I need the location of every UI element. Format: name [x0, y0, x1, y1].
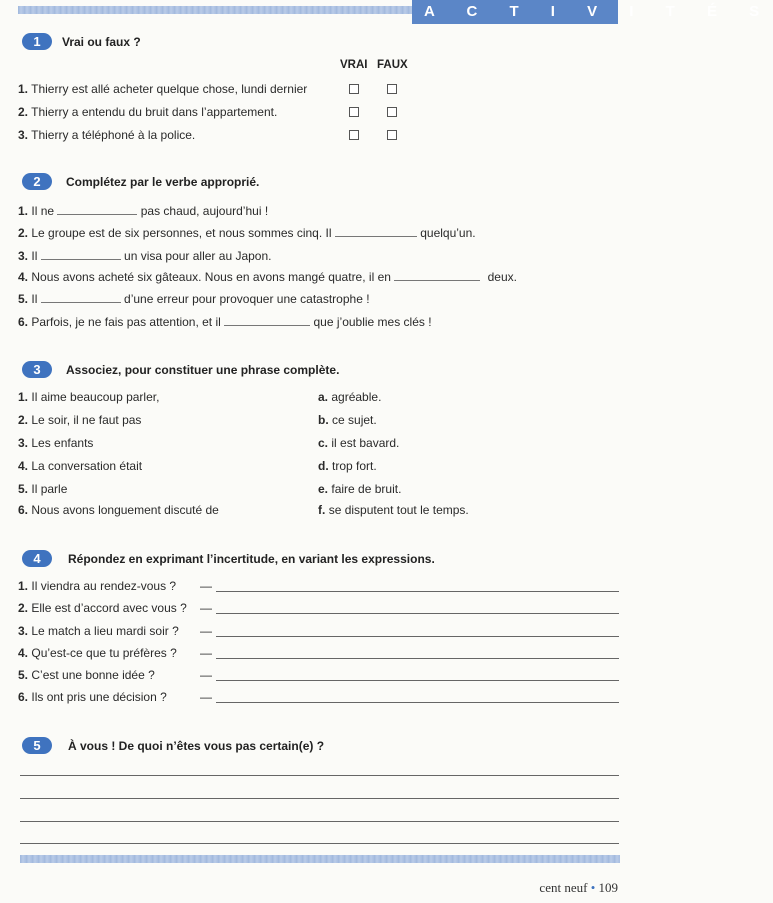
s4-item [18, 668, 155, 682]
dash: — [200, 579, 212, 593]
section-3-title: Associez, pour constituer une phrase complète. [66, 363, 340, 377]
s2-item [18, 292, 370, 306]
item-text: deux. [487, 270, 517, 284]
item-letter: c. [318, 436, 329, 450]
answer-line[interactable] [216, 636, 619, 637]
item-text: Parfois, je ne fais pas attention, et il [31, 315, 221, 329]
s1-item [18, 105, 277, 119]
item-text: Il [31, 292, 38, 306]
faux-checkbox[interactable] [387, 107, 397, 117]
vrai-checkbox[interactable] [349, 107, 359, 117]
item-text: Qu’est-ce que tu préfères ? [31, 646, 177, 660]
s3-right-item [318, 413, 377, 427]
item-number: 1. [18, 390, 29, 404]
writing-line[interactable] [20, 798, 619, 799]
item-letter: f. [318, 503, 326, 517]
item-text: Thierry a entendu du bruit dans l’appartement. [31, 105, 278, 119]
answer-blank[interactable] [335, 226, 417, 237]
item-text: un visa pour aller au Japon. [124, 249, 272, 263]
s4-item [18, 601, 187, 615]
s3-left-item [18, 436, 93, 450]
item-text: Nous avons longuement discuté de [31, 503, 219, 517]
section-1-title: Vrai ou faux ? [62, 35, 141, 49]
dash: — [200, 690, 212, 704]
item-text: Il parle [31, 482, 68, 496]
s4-item [18, 646, 177, 660]
s4-item [18, 690, 167, 704]
faux-checkbox[interactable] [387, 84, 397, 94]
item-number: 3. [18, 436, 29, 450]
s3-left-item [18, 482, 67, 496]
item-number: 6. [18, 503, 29, 517]
item-letter: e. [318, 482, 329, 496]
item-text: La conversation était [31, 459, 143, 473]
s1-item [18, 82, 307, 96]
s2-item [18, 226, 476, 240]
item-number: 5. [18, 292, 29, 306]
page-number: 109 [598, 880, 618, 895]
dash: — [200, 646, 212, 660]
item-text: Le groupe est de six personnes, et nous sommes cinq. Il [31, 226, 332, 240]
item-number: 5. [18, 482, 29, 496]
answer-line[interactable] [216, 680, 619, 681]
item-text: Il viendra au rendez-vous ? [31, 579, 177, 593]
s3-right-item [318, 436, 399, 450]
writing-line[interactable] [20, 775, 619, 776]
item-text: il est bavard. [331, 436, 400, 450]
header-decor-bar [18, 6, 422, 14]
section-4-title: Répondez en exprimant l’incertitude, en variant les expressions. [68, 552, 435, 566]
section-4-badge: 4 [22, 550, 52, 567]
item-text: Il ne [31, 204, 55, 218]
item-text: Elle est d’accord avec vous ? [31, 601, 187, 615]
item-number: 6. [18, 315, 29, 329]
s3-left-item [18, 413, 141, 427]
item-number: 2. [18, 413, 29, 427]
s2-item [18, 204, 268, 218]
item-text: quelqu’un. [420, 226, 476, 240]
item-text: agréable. [331, 390, 382, 404]
item-number: 5. [18, 668, 29, 682]
item-number: 6. [18, 690, 29, 704]
item-number: 1. [18, 204, 29, 218]
col-faux-label: FAUX [377, 59, 408, 71]
item-text: Thierry est allé acheter quelque chose, lundi dernier [31, 82, 308, 96]
answer-line[interactable] [216, 702, 619, 703]
s3-right-item [318, 459, 377, 473]
answer-line[interactable] [216, 591, 619, 592]
item-text: Thierry a téléphoné à la police. [31, 128, 196, 142]
s3-right-item [318, 482, 401, 496]
item-letter: b. [318, 413, 329, 427]
footer-text: cent neuf [539, 880, 588, 895]
writing-line[interactable] [20, 821, 619, 822]
s3-right-item [318, 390, 381, 404]
section-3-badge: 3 [22, 361, 52, 378]
answer-blank[interactable] [394, 270, 480, 281]
item-text: se disputent tout le temps. [328, 503, 469, 517]
s1-item [18, 128, 195, 142]
item-text: trop fort. [332, 459, 377, 473]
vrai-checkbox[interactable] [349, 130, 359, 140]
item-text: Il [31, 249, 38, 263]
activites-banner: A C T I V I T É S [412, 0, 618, 24]
item-number: 4. [18, 459, 29, 473]
item-number: 1. [18, 82, 29, 96]
item-text: ce sujet. [332, 413, 377, 427]
answer-blank[interactable] [224, 315, 310, 326]
item-number: 1. [18, 579, 29, 593]
section-2-badge: 2 [22, 173, 52, 190]
s4-item [18, 579, 176, 593]
item-text: Ils ont pris une décision ? [31, 690, 167, 704]
footer-dot: • [590, 880, 596, 895]
item-text: faire de bruit. [331, 482, 402, 496]
item-text: d’une erreur pour provoquer une catastrophe ! [124, 292, 370, 306]
item-number: 2. [18, 601, 29, 615]
writing-line[interactable] [20, 843, 619, 844]
item-text: Les enfants [31, 436, 94, 450]
footer-decor-bar [20, 855, 620, 863]
s2-item [18, 315, 432, 329]
answer-blank[interactable] [41, 249, 121, 260]
item-number: 4. [18, 270, 29, 284]
item-text: Le match a lieu mardi soir ? [31, 624, 179, 638]
item-letter: d. [318, 459, 329, 473]
item-text: Le soir, il ne faut pas [31, 413, 142, 427]
section-1-badge: 1 [22, 33, 52, 50]
item-text: Il aime beaucoup parler, [31, 390, 160, 404]
answer-blank[interactable] [41, 292, 121, 303]
answer-blank[interactable] [57, 204, 137, 215]
item-text: pas chaud, aujourd’hui ! [140, 204, 269, 218]
item-text: C’est une bonne idée ? [31, 668, 155, 682]
s2-item [18, 249, 271, 263]
item-text: Nous avons acheté six gâteaux. Nous en avons mangé quatre, il en [31, 270, 391, 284]
answer-line[interactable] [216, 613, 619, 614]
dash: — [200, 668, 212, 682]
s4-item [18, 624, 179, 638]
dash: — [200, 624, 212, 638]
item-number: 3. [18, 249, 29, 263]
item-number: 3. [18, 128, 29, 142]
s3-left-item [18, 503, 219, 517]
s3-left-item [18, 390, 159, 404]
col-vrai-label: VRAI [340, 59, 368, 71]
page-footer [539, 880, 618, 896]
vrai-checkbox[interactable] [349, 84, 359, 94]
section-2-title: Complétez par le verbe approprié. [66, 175, 260, 189]
item-number: 2. [18, 105, 29, 119]
item-letter: a. [318, 390, 329, 404]
item-number: 3. [18, 624, 29, 638]
dash: — [200, 601, 212, 615]
faux-checkbox[interactable] [387, 130, 397, 140]
item-text: que j’oublie mes clés ! [313, 315, 432, 329]
item-number: 4. [18, 646, 29, 660]
answer-line[interactable] [216, 658, 619, 659]
item-number: 2. [18, 226, 29, 240]
section-5-badge: 5 [22, 737, 52, 754]
s3-right-item [318, 503, 469, 517]
s2-item [18, 270, 517, 284]
section-5-title: À vous ! De quoi n’êtes vous pas certain(e) ? [68, 739, 325, 753]
s3-left-item [18, 459, 142, 473]
